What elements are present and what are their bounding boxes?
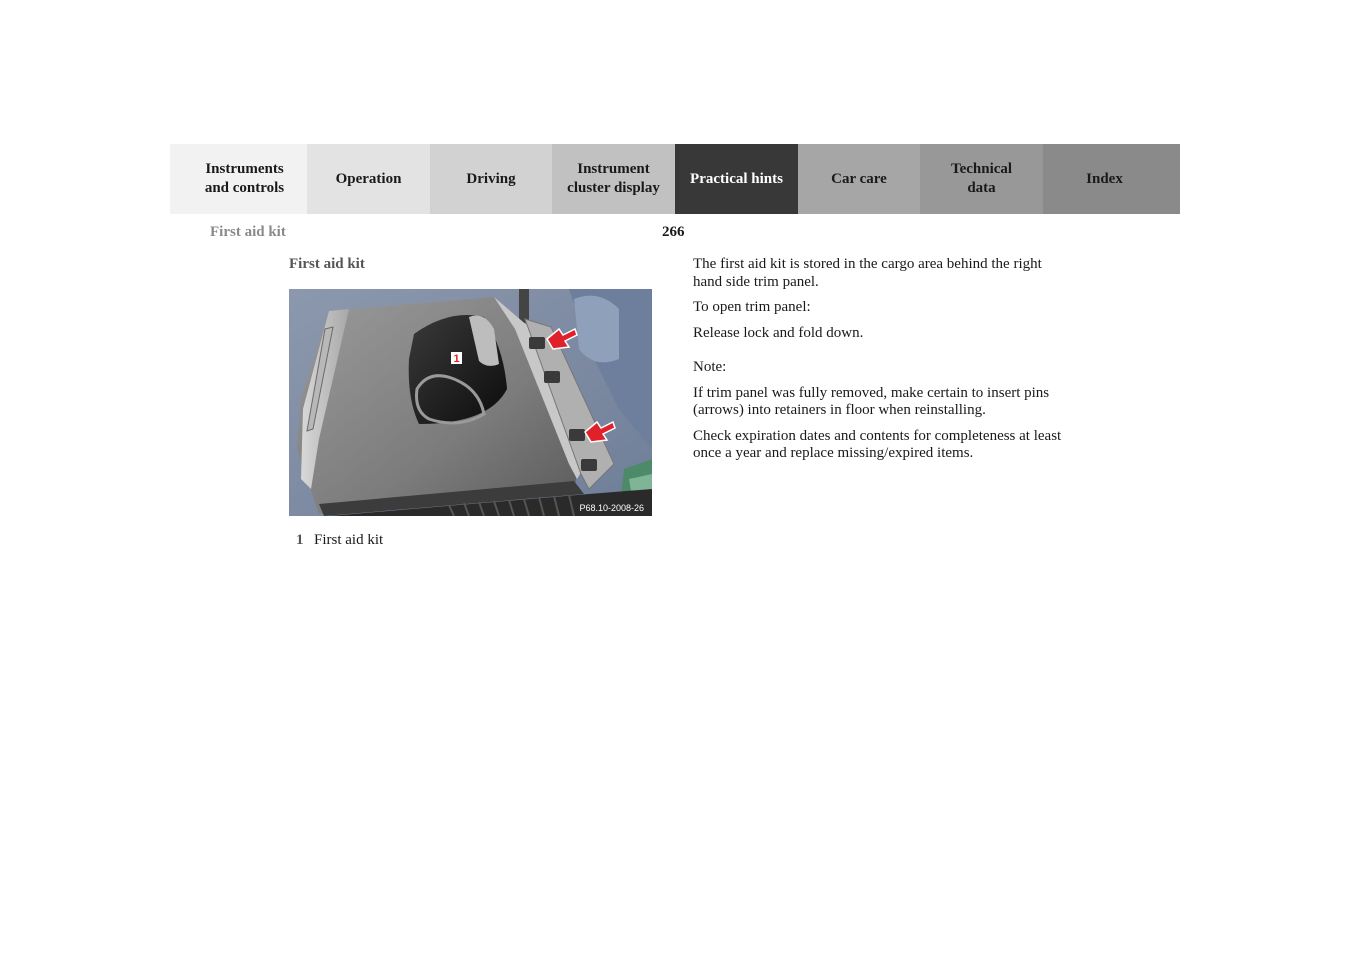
tab-label: Car care xyxy=(831,170,887,187)
tab-instrument-cluster-display[interactable] xyxy=(552,144,675,214)
callout-1: 1 xyxy=(453,353,460,365)
section-label: First aid kit xyxy=(210,224,286,240)
tab-driving[interactable] xyxy=(430,144,552,214)
tab-index[interactable] xyxy=(1043,144,1180,214)
tab-car-care[interactable] xyxy=(798,144,920,214)
caption-number: 1 xyxy=(296,532,304,548)
section-heading: First aid kit xyxy=(289,256,365,272)
figure-code: P68.10-2008-26 xyxy=(579,503,644,513)
paragraph: Release lock and fold down. xyxy=(693,324,864,341)
paragraph: Check expiration dates and contents for completeness at least once a year and replace missing/expired items. xyxy=(693,427,1062,461)
tab-label: Instruments and controls xyxy=(204,161,285,196)
tab-instruments-and-controls[interactable] xyxy=(170,144,307,214)
paragraph: The first aid kit is stored in the cargo area behind the right hand side trim panel. xyxy=(693,256,1042,290)
body-text xyxy=(693,256,1073,463)
tab-label: Index xyxy=(1086,170,1123,187)
caption-text: First aid kit xyxy=(314,532,384,548)
tab-label: Driving xyxy=(466,170,516,187)
tab-practical-hints[interactable] xyxy=(675,144,798,214)
first-aid-kit-illustration xyxy=(289,289,652,516)
page-number: 266 xyxy=(662,224,685,240)
paragraph: If trim panel was fully removed, make certain to insert pins (arrows) into retainers in floor when reinstalling. xyxy=(693,384,1050,418)
tab-label: Operation xyxy=(335,170,402,187)
tab-label: Technical data xyxy=(950,161,1013,196)
note-label: Note: xyxy=(693,359,727,375)
tab-operation[interactable] xyxy=(307,144,430,214)
tab-label: Practical hints xyxy=(690,170,783,187)
paragraph: To open trim panel: xyxy=(693,299,811,315)
tab-technical-data[interactable] xyxy=(920,144,1043,214)
figure-caption xyxy=(296,532,383,549)
tab-label: Instrument cluster display xyxy=(567,161,660,196)
chapter-tabs xyxy=(170,144,1180,214)
